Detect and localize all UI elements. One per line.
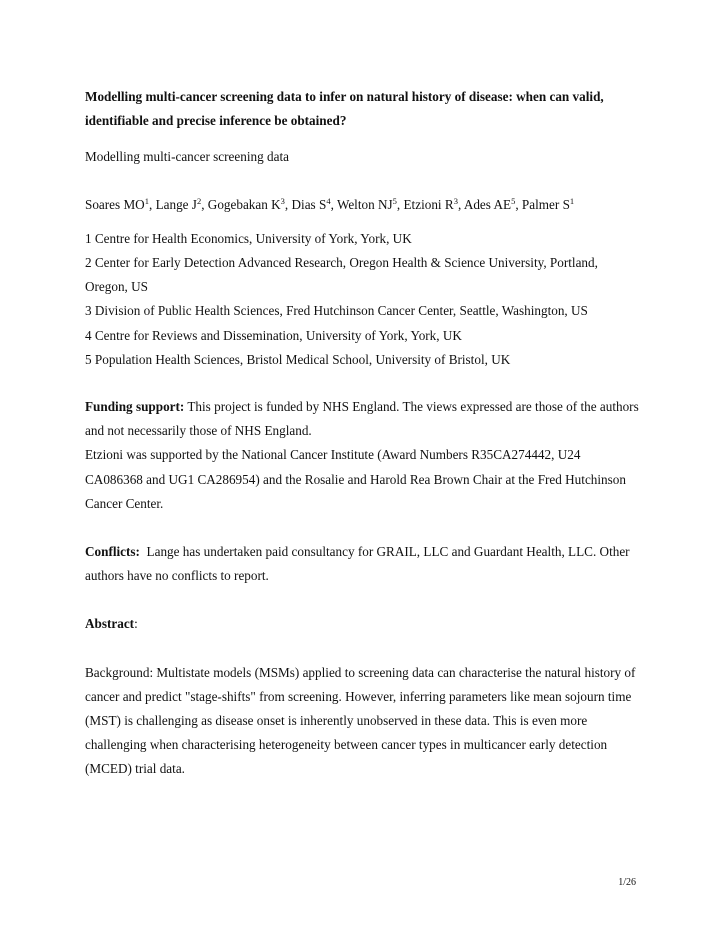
funding-paragraph-2: Etzioni was supported by the National Cancer Institute (Award Numbers R35CA274442, U24 CA086368 and UG1 CA286954) and the Rosalie and Harold Rea Brown Chair at the Fred Hutchinson Cancer Center.	[85, 447, 626, 511]
author-separator: ,	[148, 196, 156, 212]
funding-text: This project is funded by NHS England. The views expressed are those of the authors and not necessarily those of NHS England.	[85, 399, 639, 439]
author-separator: ,	[515, 196, 522, 212]
abstract-label: Abstract	[85, 616, 135, 632]
affiliation-1: 1 Centre for Health Economics, University of York, York, UK	[85, 230, 412, 246]
author-name: Welton NJ	[336, 196, 393, 212]
author-affiliation-marker: 4	[326, 195, 331, 206]
conflicts-text: Lange has undertaken paid consultancy for GRAIL, LLC and Guardant Health, LLC. Other authors have no conflicts to report.	[85, 544, 633, 584]
author-separator: ,	[330, 196, 337, 212]
funding-label: Funding support:	[85, 399, 185, 415]
running-title: Modelling multi-cancer screening data	[85, 149, 289, 165]
affiliation-2: 2 Center for Early Detection Advanced Research, Oregon Health & Science University, Portland, Oregon, US	[85, 255, 598, 295]
conflicts-label: Conflicts:	[85, 544, 140, 560]
funding-paragraph	[85, 395, 640, 443]
abstract-heading	[85, 612, 640, 636]
paper-title: Modelling multi-cancer screening data to infer on natural history of disease: when can valid, identifiable and precise inference be obtained?	[85, 89, 604, 129]
affiliation-4: 4 Centre for Reviews and Dissemination, University of York, York, UK	[85, 327, 462, 343]
author-name: Soares MO	[85, 196, 145, 212]
abstract-background: Background: Multistate models (MSMs) applied to screening data can characterise the natural history of cancer and predict "stage-shifts" from screening. However, inferring parameters like mean sojourn time (MST) is challenging as disease onset is inherently unobserved in these data. This is even more challenging when characterising heterogeneity between cancer types in multicancer early detection (MCED) trial data.	[85, 664, 636, 777]
author-list	[85, 193, 640, 217]
author-separator: ,	[201, 196, 208, 212]
conflicts-paragraph	[85, 540, 640, 588]
author-affiliation-marker: 5	[392, 195, 397, 206]
affiliation-5: 5 Population Health Sciences, Bristol Medical School, University of Bristol, UK	[85, 351, 511, 367]
author-affiliation-marker: 2	[196, 195, 202, 206]
conflicts-section	[85, 540, 640, 588]
page-content	[85, 85, 640, 782]
abstract-colon: :	[134, 616, 138, 632]
author-affiliation-marker: 5	[511, 195, 516, 206]
author-separator: ,	[457, 196, 464, 212]
author-name: Gogebakan K	[207, 196, 281, 212]
affiliation-3: 3 Division of Public Health Sciences, Fred Hutchinson Cancer Center, Seattle, Washington, US	[85, 303, 588, 319]
author-affiliation-marker: 1	[144, 195, 149, 206]
author-affiliation-marker: 3	[453, 195, 458, 206]
author-name: Etzioni R	[403, 196, 454, 212]
author-affiliation-marker: 1	[569, 195, 575, 206]
page-number: 1/26	[618, 877, 636, 888]
funding-section	[85, 395, 640, 516]
author-name: Lange J	[155, 196, 197, 212]
author-name: Dias S	[291, 196, 327, 212]
author-name: Palmer S	[521, 196, 570, 212]
author-name: Ades AE	[463, 196, 512, 212]
author-separator: ,	[396, 196, 404, 212]
affiliations	[85, 227, 640, 372]
author-affiliation-marker: 3	[280, 195, 285, 206]
author-separator: ,	[284, 196, 292, 212]
